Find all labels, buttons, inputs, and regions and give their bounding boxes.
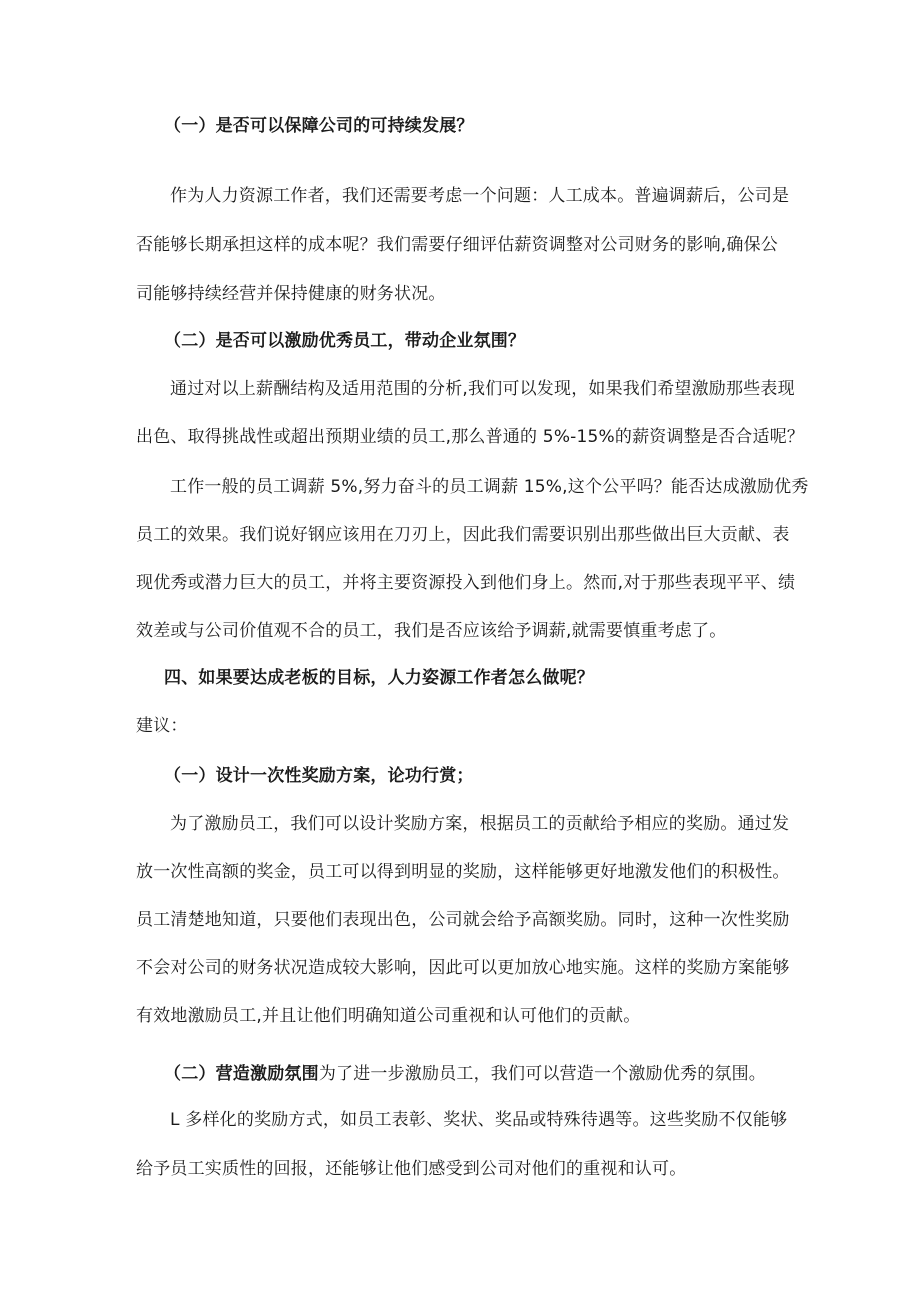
- paragraph-line: 效差或与公司价值观不合的员工，我们是否应该给予调薪,就需要慎重考虑了。: [136, 621, 727, 641]
- paragraph-line: 通过对以上薪酬结构及适用范围的分析,我们可以发现，如果我们希望激励那些表现: [170, 379, 795, 399]
- paragraph-line: 作为人力资源工作者，我们还需要考虑一个问题：人工成本。普遍调薪后，公司是: [170, 186, 790, 206]
- paragraph-line: 工作一般的员工调薪 5%,努力奋斗的员工调薪 15%,这个公平吗？能否达成激励优秀: [170, 477, 809, 497]
- paragraph-line: 员工的效果。我们说好钢应该用在刀刃上，因此我们需要识别出那些做出巨大贡献、表: [136, 525, 790, 545]
- paragraph-line: 司能够持续经营并保持健康的财务状况。: [136, 284, 446, 304]
- paragraph-line: L 多样化的奖励方式，如员工表彰、奖状、奖品或特殊待遇等。这些奖励不仅能够: [170, 1110, 788, 1130]
- paragraph-line: 不会对公司的财务状况造成较大影响，因此可以更加放心地实施。这样的奖励方案能够: [136, 958, 790, 978]
- heading-atmosphere: [164, 1062, 766, 1086]
- paragraph-line: 否能够长期承担这样的成本呢？我们需要仔细评估薪资调整对公司财务的影响,确保公: [136, 235, 779, 255]
- heading-one-time-reward: （一）设计一次性奖励方案，论功行赏；: [164, 766, 474, 786]
- paragraph-line: 有效地激励员工,并且让他们明确知道公司重视和认可他们的贡献。: [136, 1006, 641, 1026]
- heading-sustainability: （一）是否可以保障公司的可持续发展？: [164, 116, 474, 136]
- suggestion-label: 建议：: [136, 716, 188, 736]
- heading-section-four: 四、如果要达成老板的目标，人力姿源工作者怎么做呢？: [164, 668, 594, 688]
- paragraph-line: 为了激励员工，我们可以设计奖励方案，根据员工的贡献给予相应的奖励。通过发: [170, 814, 790, 834]
- paragraph-line: 给予员工实质性的回报，还能够让他们感受到公司对他们的重视和认可。: [136, 1159, 687, 1179]
- heading-atmosphere-title: （二）营造激励氛围: [164, 1064, 319, 1084]
- paragraph-line: 放一次性高额的奖金，员工可以得到明显的奖励，这样能够更好地激发他们的积极性。: [136, 862, 790, 882]
- paragraph-line: 现优秀或潜力巨大的员工，并将主要资源投入到他们身上。然而,对于那些表现平平、绩: [136, 573, 796, 593]
- heading-atmosphere-text: 为了进一步激励员工，我们可以营造一个激励优秀的氛围。: [318, 1064, 767, 1084]
- paragraph-line: 员工清楚地知道，只要他们表现出色，公司就会给予高额奖励。同时，这种一次性奖励: [136, 910, 790, 930]
- heading-motivate-employees: （二）是否可以激励优秀员工，带动企业氛围？: [164, 331, 526, 351]
- paragraph-line: 出色、取得挑战性或超出预期业绩的员工,那么普通的 5%-15%的薪资调整是否合适呢？: [136, 427, 805, 447]
